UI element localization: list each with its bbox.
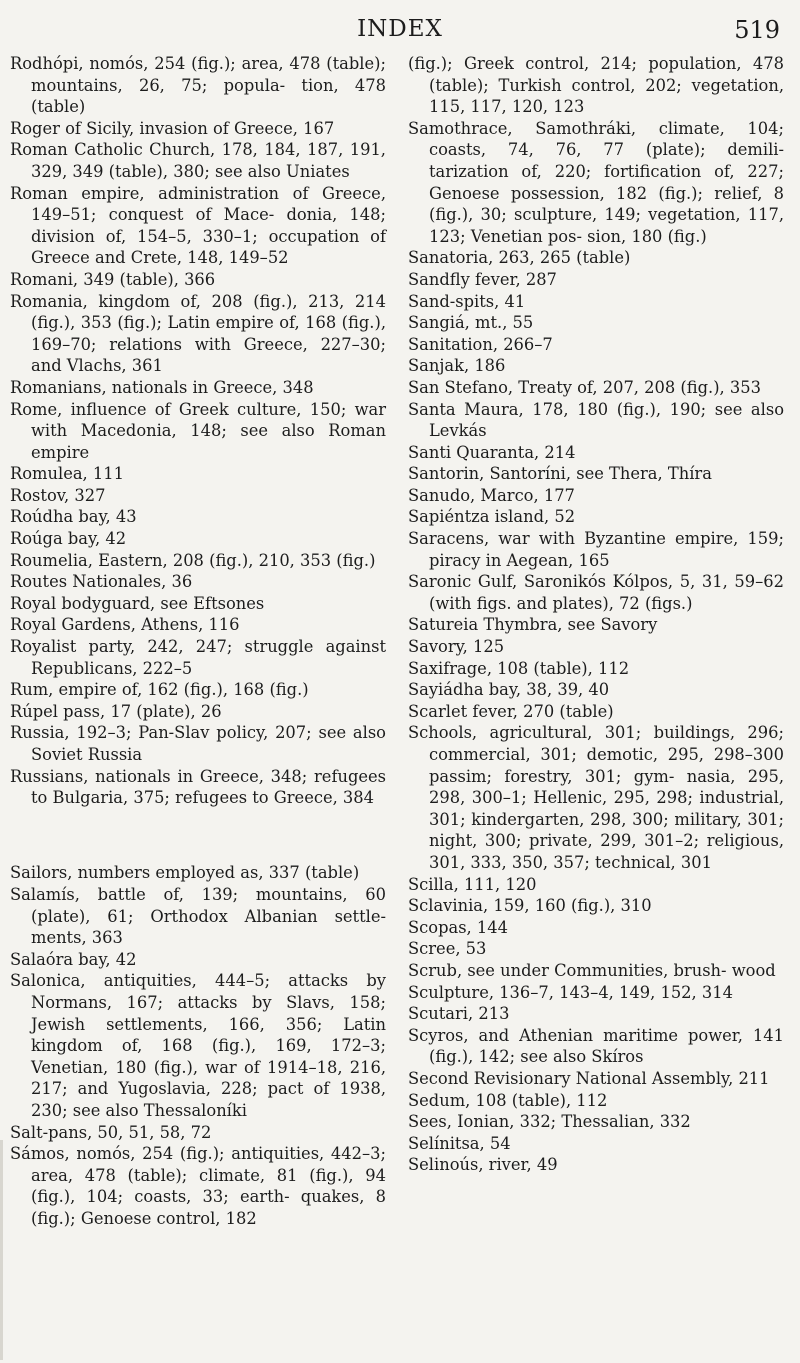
running-title: INDEX <box>357 16 443 42</box>
index-entry: Sayiádha bay, 38, 39, 40 <box>408 680 610 700</box>
index-entry: Sámos, nomós, 254 (fig.); antiquities, 442–3; area, 478 (table); climate, 81 (fig.), 94 (fig.), 104; coasts, 33; earth- quakes, 8 (fig.); Genoese control, 182 <box>10 1144 386 1228</box>
index-entry: Romani, 349 (table), 366 <box>10 269 216 289</box>
index-entry: Rum, empire of, 162 (fig.), 168 (fig.) <box>10 680 309 700</box>
index-entry: Scrub, see under Communities, brush- wood <box>408 960 776 980</box>
index-entry: Royal bodyguard, see Eftsones <box>10 593 265 613</box>
index-entry: Romanians, nationals in Greece, 348 <box>10 377 314 397</box>
index-entry: Rúpel pass, 17 (plate), 26 <box>10 701 222 721</box>
index-entry: Routes Nationales, 36 <box>10 572 193 592</box>
index-entry: Russians, nationals in Greece, 348; refugees to Bulgaria, 375; refugees to Greece, 384 <box>10 766 386 808</box>
index-entry: Scilla, 111, 120 <box>408 874 537 894</box>
index-entry: Salaóra bay, 42 <box>10 949 137 969</box>
index-entry: Sapiéntza island, 52 <box>408 507 576 527</box>
index-entry: Schools, agricultural, 301; buildings, 296; commercial, 301; demotic, 295, 298–300 passim; forestry, 301; gym- nasia, 295, 298, 300–1; Hellenic, 295, 298; industrial, 301; kindergarten, 298, 300; military, 301; night, 300; private, 299, 301–2; religious, 301, 333, 350, 357; technical, 301 <box>408 723 784 872</box>
index-entry: Sanatoria, 263, 265 (table) <box>408 248 631 268</box>
index-entry: Salamís, battle of, 139; mountains, 60 (plate), 61; Orthodox Albanian settle- ments, 363 <box>10 884 386 948</box>
index-entry: Sangiá, mt., 55 <box>408 313 534 333</box>
index-entry: Romania, kingdom of, 208 (fig.), 213, 214 (fig.), 353 (fig.); Latin empire of, 168 (fig.), 169–70; relations with Greece, 227–30; and Vlachs, 361 <box>10 291 386 376</box>
index-entry: Saronic Gulf, Saronikós Kólpos, 5, 31, 59–62 (with figs. and plates), 72 (figs.) <box>408 572 784 613</box>
index-entry: Salonica, antiquities, 444–5; attacks by Normans, 167; attacks by Slavs, 158; Jewish settlements, 166, 356; Latin kingdom of, 168 (fig.), 169, 172–3; Venetian, 180 (fig.), war of 1914–18, 216, 217; and Yugoslavia, 228; pact of 1938, 230; see also Thessaloníki <box>10 971 386 1120</box>
index-entry: Sand-spits, 41 <box>408 291 526 311</box>
index-entry: Rome, influence of Greek culture, 150; war with Macedonia, 148; see also Roman empire <box>10 399 386 462</box>
index-entry: Santorin, Santoríni, see Thera, Thíra <box>408 464 712 484</box>
index-entry: Roúga bay, 42 <box>10 529 127 549</box>
index-column-right <box>408 53 784 1229</box>
binding-shadow <box>0 1140 3 1360</box>
index-entry: Santa Maura, 178, 180 (fig.), 190; see also Levkás <box>408 399 784 441</box>
index-entry: San Stefano, Treaty of, 207, 208 (fig.), 353 <box>408 377 761 397</box>
index-entry: Selinoús, river, 49 <box>408 1155 558 1175</box>
index-entry: Sclavinia, 159, 160 (fig.), 310 <box>408 896 652 916</box>
index-entry: Sanitation, 266–7 <box>408 334 553 354</box>
index-entry: Sedum, 108 (table), 112 <box>408 1090 608 1110</box>
index-entry: Scarlet fever, 270 (table) <box>408 701 614 721</box>
index-entry: Roman empire, administration of Greece, 149–51; conquest of Mace- donia, 148; division of, 154–5, 330–1; occupation of Greece and Crete, 148, 149–52 <box>10 183 386 268</box>
index-entry: Sees, Ionian, 332; Thessalian, 332 <box>408 1112 691 1132</box>
index-entry: Selínitsa, 54 <box>408 1133 511 1153</box>
index-entry: Roger of Sicily, invasion of Greece, 167 <box>10 118 335 138</box>
index-entry: Saracens, war with Byzantine empire, 159; piracy in Aegean, 165 <box>408 529 784 570</box>
index-entry: Scree, 53 <box>408 939 487 959</box>
index-entry: Russia, 192–3; Pan-Slav policy, 207; see also Soviet Russia <box>10 723 386 764</box>
page-number: 519 <box>734 16 780 44</box>
index-columns <box>10 53 784 1229</box>
index-entry: Roman Catholic Church, 178, 184, 187, 191, 329, 349 (table), 380; see also Uniates <box>10 140 386 181</box>
page-header <box>0 16 800 52</box>
index-entry: Samothrace, Samothráki, climate, 104; coasts, 74, 76, 77 (plate); demili- tarization of, 220; fortification of, 227; Genoese possession, 182 (fig.); relief, 8 (fig.), 30; sculpture, 149; vegetation, 117, 123; Venetian pos- sion, 180 (fig.) <box>408 118 784 246</box>
index-entry: Second Revisionary National Assembly, 211 <box>408 1068 770 1088</box>
index-entry: Royalist party, 242, 247; struggle against Republicans, 222–5 <box>10 637 386 678</box>
index-entry: Sculpture, 136–7, 143–4, 149, 152, 314 <box>408 982 733 1002</box>
letter-gap <box>10 825 386 846</box>
index-entry: Rodhópi, nomós, 254 (fig.); area, 478 (table); mountains, 26, 75; popula- tion, 478 (table) <box>10 54 386 117</box>
index-column-left <box>10 53 386 1229</box>
index-entry: Scutari, 213 <box>408 1004 510 1024</box>
index-entry: Satureia Thymbra, see Savory <box>408 615 658 635</box>
index-entry: Sanudo, Marco, 177 <box>408 485 575 505</box>
index-entry: Scopas, 144 <box>408 917 508 937</box>
index-entry: Royal Gardens, Athens, 116 <box>10 615 240 635</box>
index-entry: Roúdha bay, 43 <box>10 507 137 527</box>
index-entry: Sailors, numbers employed as, 337 (table) <box>10 863 360 883</box>
index-entry: (fig.); Greek control, 214; population, 478 (table); Turkish control, 202; vegetation, 115, 117, 120, 123 <box>408 54 784 117</box>
index-entry: Salt-pans, 50, 51, 58, 72 <box>10 1122 212 1142</box>
index-entry: Saxifrage, 108 (table), 112 <box>408 658 630 678</box>
index-entry: Sanjak, 186 <box>408 356 506 376</box>
index-entry: Roumelia, Eastern, 208 (fig.), 210, 353 (fig.) <box>10 550 376 570</box>
index-entry: Savory, 125 <box>408 637 505 657</box>
index-entry: Santi Quaranta, 214 <box>408 442 576 462</box>
index-entry: Scyros, and Athenian maritime power, 141 (fig.), 142; see also Skíros <box>408 1025 784 1067</box>
index-entry: Rostov, 327 <box>10 485 106 505</box>
index-entry: Sandfly fever, 287 <box>408 269 557 289</box>
index-entry: Romulea, 111 <box>10 464 124 484</box>
